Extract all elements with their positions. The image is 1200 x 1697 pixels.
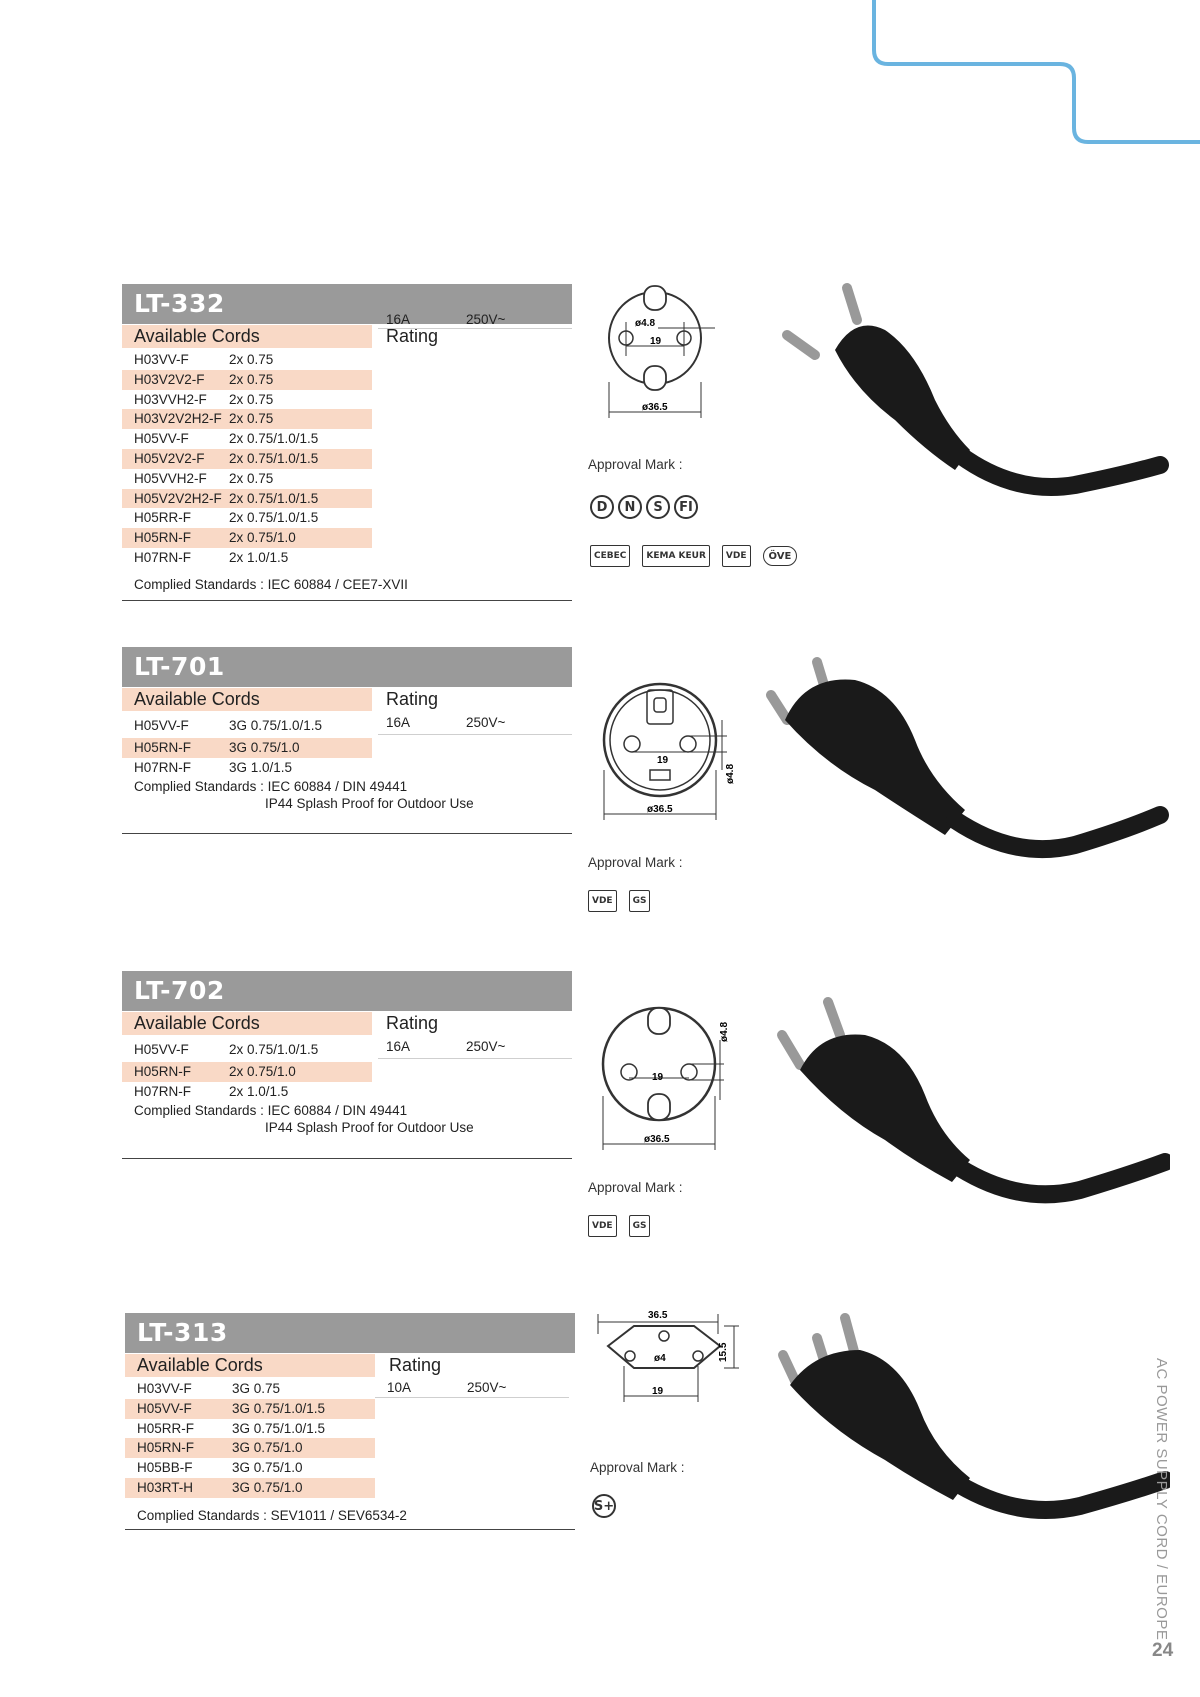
cord-row [122,469,372,489]
cord-row [122,508,372,528]
cord-spec: 2x 1.0/1.5 [229,1083,289,1099]
socket-diagram-lt-332 [590,282,740,422]
mark-sev-icon: S+ [592,1494,616,1518]
dim-pin-diameter: ø4.8 [719,1021,730,1042]
cord-row [122,489,372,509]
cord-row [125,1419,375,1439]
cord-name: H07RN-F [134,1083,192,1099]
cord-spec: 2x 0.75/1.0/1.5 [229,450,319,466]
complied-standards [122,1102,572,1136]
standards-line2: IP44 Splash Proof for Outdoor Use [265,795,474,811]
section-divider [122,600,572,601]
dim-pin-spacing: 19 [652,1072,664,1083]
plug-photo-lt-701 [765,640,1170,890]
cord-spec: 2x 0.75 [229,411,274,427]
complied-standards: Complied Standards : SEV1011 / SEV6534-2 [137,1507,407,1523]
cord-spec: 3G 0.75/1.0/1.5 [229,718,323,733]
cord-row [122,716,372,738]
cord-spec: 2x 1.0/1.5 [229,549,289,565]
rating-divider [378,328,572,329]
mark-vde-icon: VDE [722,545,751,567]
cord-row [125,1458,375,1478]
section-divider [122,1158,572,1159]
dim-width: 36.5 [648,1310,668,1321]
mark-cebec-icon: CEBEC [590,545,630,567]
product-lt-701 [122,647,572,837]
cord-spec: 3G 0.75/1.0/1.5 [232,1420,326,1436]
approval-marks [588,890,662,912]
cord-row [122,528,372,548]
complied-standards: Complied Standards : IEC 60884 / CEE7-XVII [134,576,408,592]
cord-spec: 2x 0.75/1.0/1.5 [229,431,319,447]
rating-current: 16A [386,715,411,730]
cord-spec: 2x 0.75 [229,371,274,387]
cord-spec: 3G 0.75/1.0 [232,1479,303,1495]
cord-row [125,1438,375,1458]
cord-spec: 2x 0.75 [229,391,274,407]
cord-spec: 2x 0.75/1.0/1.5 [229,490,319,506]
mark-d-icon: D [590,495,614,519]
product-title: LT-701 [122,647,572,687]
cord-spec: 2x 0.75 [229,470,274,486]
cord-row [122,1062,372,1082]
cord-row [122,548,372,568]
dim-pin-diameter: ø4 [654,1353,666,1364]
section-divider [125,1529,575,1530]
cord-name: H03VV-F [137,1381,192,1396]
cord-name: H05V2V2H2-F [134,490,222,506]
cord-name: H03V2V2-F [134,371,205,387]
cord-name: H05RN-F [134,740,192,755]
corner-decoration [860,0,1200,150]
approval-marks [590,495,702,519]
cord-name: H07RN-F [134,759,192,775]
mark-fi-icon: FI [674,495,698,519]
cord-spec: 2x 0.75/1.0/1.5 [229,1042,319,1057]
cord-name: H03VVH2-F [134,391,207,407]
dim-pin-spacing: 19 [652,1386,664,1397]
cord-row [122,390,372,410]
cord-spec: 2x 0.75/1.0 [229,1064,296,1079]
approval-mark-label: Approval Mark : [588,457,683,472]
approval-mark-label: Approval Mark : [588,1180,683,1195]
available-cords-header: Available Cords [122,1012,372,1035]
rating-voltage: 250V~ [467,1380,507,1395]
dim-outer-diameter: ø36.5 [642,402,668,413]
rating-header: Rating [386,326,439,346]
cord-name: H05RN-F [134,1064,192,1079]
mark-vde-icon: VDE [588,1215,617,1237]
cord-name: H05RN-F [137,1440,195,1456]
cord-spec: 3G 0.75 [232,1381,281,1396]
rating-divider [375,1397,569,1398]
rating-header: Rating [389,1355,442,1375]
available-cords-header: Available Cords [125,1354,375,1377]
cord-row [122,1082,372,1102]
approval-mark-label: Approval Mark : [590,1460,685,1475]
cord-name: H05VVH2-F [134,470,207,486]
approval-marks [588,1215,662,1237]
plug-photo-lt-332 [775,280,1170,530]
mark-kema-icon: KEMA KEUR [642,545,710,567]
available-cords-header: Available Cords [122,688,372,711]
cord-row [122,409,372,429]
rating-header: Rating [386,689,439,709]
cord-name: H05RR-F [134,510,192,526]
section-divider [122,833,572,834]
plug-photo-lt-702 [770,990,1170,1235]
available-cords-header: Available Cords [122,325,372,348]
page-number: 24 [1152,1640,1174,1661]
cord-name: H03V2V2H2-F [134,411,222,427]
dim-pin-spacing: 19 [657,755,669,766]
plug-photo-lt-313 [775,1310,1170,1550]
rating-voltage: 250V~ [466,1039,506,1054]
cord-spec: 3G 0.75/1.0 [232,1440,303,1456]
product-lt-332 [122,284,572,604]
cord-name: H05VV-F [134,1042,189,1057]
cord-row [122,350,372,370]
socket-diagram-lt-702 [594,1000,749,1152]
rating-current: 16A [386,1039,411,1054]
dim-pin-diameter: ø4.8 [725,763,736,784]
product-title: LT-702 [122,971,572,1011]
standards-line2: IP44 Splash Proof for Outdoor Use [265,1119,474,1135]
cord-name: H03RT-H [137,1479,194,1495]
cord-row [125,1399,375,1419]
rating-divider [378,734,572,735]
standards-line1: Complied Standards : IEC 60884 / DIN 49441 [134,778,408,794]
dim-outer-diameter: ø36.5 [647,804,673,815]
cord-spec: 3G 1.0/1.5 [229,759,293,775]
product-title: LT-313 [125,1313,575,1353]
mark-gs-icon: GS [629,890,651,912]
cord-list [122,350,572,568]
cord-row [125,1478,375,1498]
cord-spec: 2x 0.75/1.0/1.5 [229,510,319,526]
mark-n-icon: N [618,495,642,519]
rating-header: Rating [386,1013,439,1033]
standards-line1: Complied Standards : IEC 60884 / DIN 49441 [134,1102,408,1118]
cord-name: H03VV-F [134,352,189,367]
cord-spec: 2x 0.75/1.0 [229,530,296,546]
cord-name: H05VV-F [134,431,189,447]
rating-values [386,1039,505,1054]
cord-name: H05VV-F [137,1400,192,1416]
approval-mark-label: Approval Mark : [588,855,683,870]
rating-values [387,1380,506,1395]
mark-ove-icon: ÖVE [763,546,798,566]
cord-name: H07RN-F [134,549,192,565]
cord-name: H05VV-F [134,718,189,733]
mark-s-icon: S [646,495,670,519]
product-title: LT-332 [122,284,572,324]
cord-row [122,429,372,449]
cord-name: H05RR-F [137,1420,195,1436]
mark-gs-icon: GS [629,1215,651,1237]
cord-row [122,758,372,778]
product-lt-702 [122,971,572,1161]
socket-diagram-lt-701 [595,670,750,830]
rating-current: 10A [387,1380,412,1395]
section-side-label: AC POWER SUPPLY CORD / EUROPE [1153,1358,1170,1641]
approval-marks [592,1494,620,1518]
rating-current: 16A [386,312,411,327]
cord-row [122,370,372,390]
dim-pin-diameter: ø4.8 [635,318,656,329]
approval-marks-row2 [590,545,797,567]
complied-standards [122,778,572,812]
cord-spec: 3G 0.75/1.0 [232,1460,303,1476]
dim-pin-spacing: 19 [650,336,662,347]
product-lt-313 [125,1313,575,1533]
mark-vde-icon: VDE [588,890,617,912]
cord-row [122,738,372,758]
socket-diagram-lt-313 [594,1306,744,1406]
cord-row [122,1040,372,1062]
cord-spec: 3G 0.75/1.0 [229,740,300,755]
rating-voltage: 250V~ [466,715,506,730]
dim-outer-diameter: ø36.5 [644,1134,670,1145]
rating-values [386,715,505,730]
rating-values [386,312,505,327]
rating-voltage: 250V~ [466,312,506,327]
dim-height: 15.5 [718,1342,729,1362]
cord-spec: 2x 0.75 [229,352,274,367]
cord-row [125,1379,375,1399]
cord-name: H05RN-F [134,530,192,546]
rating-divider [378,1058,572,1059]
cord-spec: 3G 0.75/1.0/1.5 [232,1400,326,1416]
cord-name: H05BB-F [137,1460,193,1476]
cord-row [122,449,372,469]
cord-name: H05V2V2-F [134,450,205,466]
